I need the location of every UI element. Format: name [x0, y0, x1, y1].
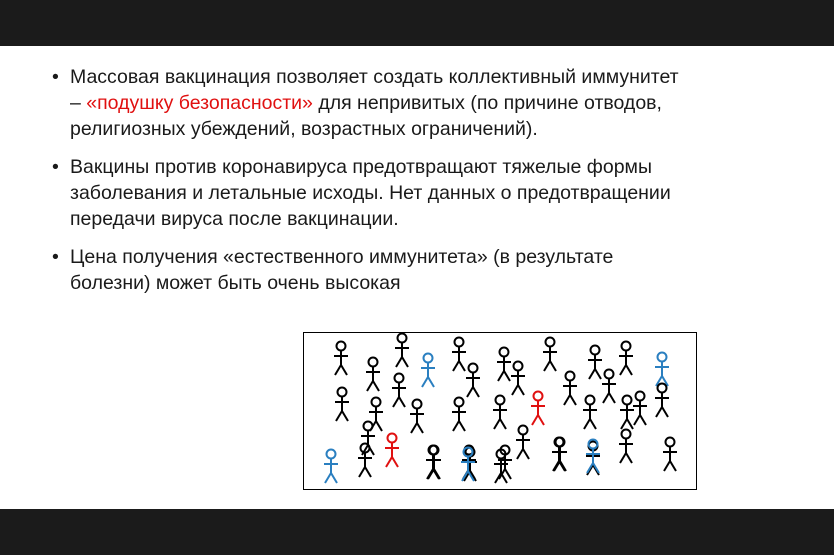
bullet-text: заболевания и летальные исходы. Нет данных о предотвращении — [70, 182, 671, 204]
stick-figure-vaccinated — [655, 353, 669, 387]
bullet-item — [52, 244, 812, 296]
stick-figure-healthy — [334, 342, 348, 376]
bullet-text: для непривитых (по причине отводов, — [312, 92, 662, 114]
bullet-list — [52, 64, 812, 308]
stick-figure-healthy — [511, 362, 525, 396]
stick-figure-healthy — [663, 438, 677, 472]
stick-figure-healthy — [466, 364, 480, 398]
bottom-letterbox — [0, 509, 834, 555]
bullet-text: передачи вируса после вакцинации. — [70, 208, 399, 230]
top-letterbox — [0, 0, 834, 46]
stick-figure-healthy — [335, 388, 349, 422]
bullet-text: – — [70, 92, 87, 114]
bullet-marker: • — [52, 156, 59, 178]
stick-figure-healthy — [655, 384, 669, 418]
stick-figure-healthy — [452, 338, 466, 372]
stick-figure-healthy — [410, 400, 424, 434]
bullet-text: Массовая вакцинация позволяет создать коллективный иммунитет — [70, 66, 679, 88]
bullet-text: Цена получения «естественного иммунитета» (в результате — [70, 246, 614, 268]
crowd-diagram — [304, 333, 696, 489]
stick-figure-healthy — [588, 346, 602, 380]
stick-figure-healthy — [366, 358, 380, 392]
stick-figure-healthy — [395, 334, 409, 368]
bullet-text: болезни) может быть очень высокая — [70, 272, 401, 294]
highlighted-phrase: «подушку безопасности» — [86, 92, 313, 114]
bullet-text: Вакцины против коронавируса предотвращают тяжелые формы — [70, 156, 652, 178]
stick-figure-healthy — [369, 398, 383, 432]
stick-figure-healthy — [619, 430, 633, 464]
stick-figure-healthy — [516, 426, 530, 460]
stick-figure-infected — [531, 392, 545, 426]
stick-figure-healthy — [583, 396, 597, 430]
bullet-item — [52, 154, 812, 232]
stick-figure-healthy — [602, 370, 616, 404]
bullet-marker: • — [52, 246, 59, 268]
presentation-slide — [0, 46, 834, 509]
stick-figure-healthy — [619, 342, 633, 376]
herd-immunity-illustration — [303, 332, 697, 490]
stick-figure-healthy — [493, 396, 507, 430]
stick-figure-healthy — [563, 372, 577, 406]
stick-figure-healthy — [543, 338, 557, 372]
stick-figure-healthy — [452, 398, 466, 432]
stick-figure-healthy — [497, 348, 511, 382]
stick-figure-healthy — [392, 374, 406, 408]
bullet-text: религиозных убеждений, возрастных ограничений). — [70, 118, 538, 140]
stick-figure-healthy — [620, 396, 634, 430]
bullet-item — [52, 64, 812, 142]
stick-figure-healthy — [633, 392, 647, 426]
stick-figure-infected — [385, 434, 399, 468]
bullet-marker: • — [52, 66, 59, 88]
stick-figure-vaccinated — [421, 354, 435, 388]
stick-figure-vaccinated — [324, 450, 338, 484]
